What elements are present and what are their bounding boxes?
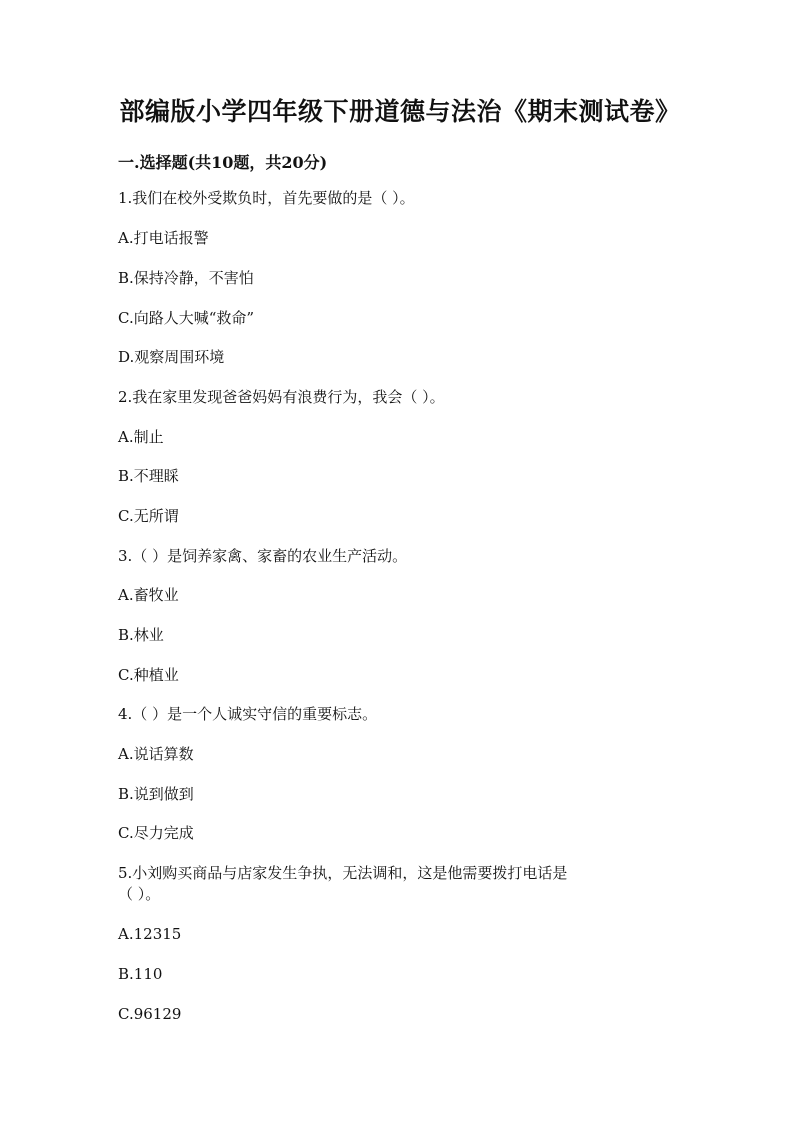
question-2-option-c: C.无所谓 (118, 507, 179, 525)
question-5-option-b: B.110 (118, 965, 163, 983)
question-1-option-b: B.保持冷静，不害怕 (118, 269, 254, 287)
question-2-option-b: B.不理睬 (118, 467, 179, 485)
question-3-stem: 3.（ ）是饲养家禽、家畜的农业生产活动。 (118, 547, 408, 565)
question-5-option-c: C.96129 (118, 1005, 182, 1023)
question-2-stem: 2.我在家里发现爸爸妈妈有浪费行为，我会（ ）。 (118, 388, 445, 406)
question-4-option-b: B.说到做到 (118, 785, 194, 803)
question-5-option-a: A.12315 (118, 925, 182, 943)
section-heading: 一.选择题(共10题，共20分) (118, 153, 328, 172)
question-1-option-d: D.观察周围环境 (118, 348, 225, 366)
question-1-stem: 1.我们在校外受欺负时，首先要做的是（ ）。 (118, 189, 415, 207)
question-2-option-a: A.制止 (118, 428, 164, 446)
question-5-stem-line-2: （ ）。 (118, 885, 161, 903)
question-3-option-a: A.畜牧业 (118, 586, 179, 604)
question-1-option-c: C.向路人大喊“救命” (118, 309, 255, 327)
question-4-option-a: A.说话算数 (118, 745, 194, 763)
question-3-option-c: C.种植业 (118, 666, 179, 684)
question-4-stem: 4.（ ）是一个人诚实守信的重要标志。 (118, 705, 378, 723)
question-1-option-a: A.打电话报警 (118, 229, 209, 247)
question-3-option-b: B.林业 (118, 626, 164, 644)
page-title: 部编版小学四年级下册道德与法治《期末测试卷》 (119, 97, 681, 126)
question-4-option-c: C.尽力完成 (118, 824, 194, 842)
question-5-stem-line-1: 5.小刘购买商品与店家发生争执，无法调和，这是他需要拨打电话是 (118, 864, 568, 882)
